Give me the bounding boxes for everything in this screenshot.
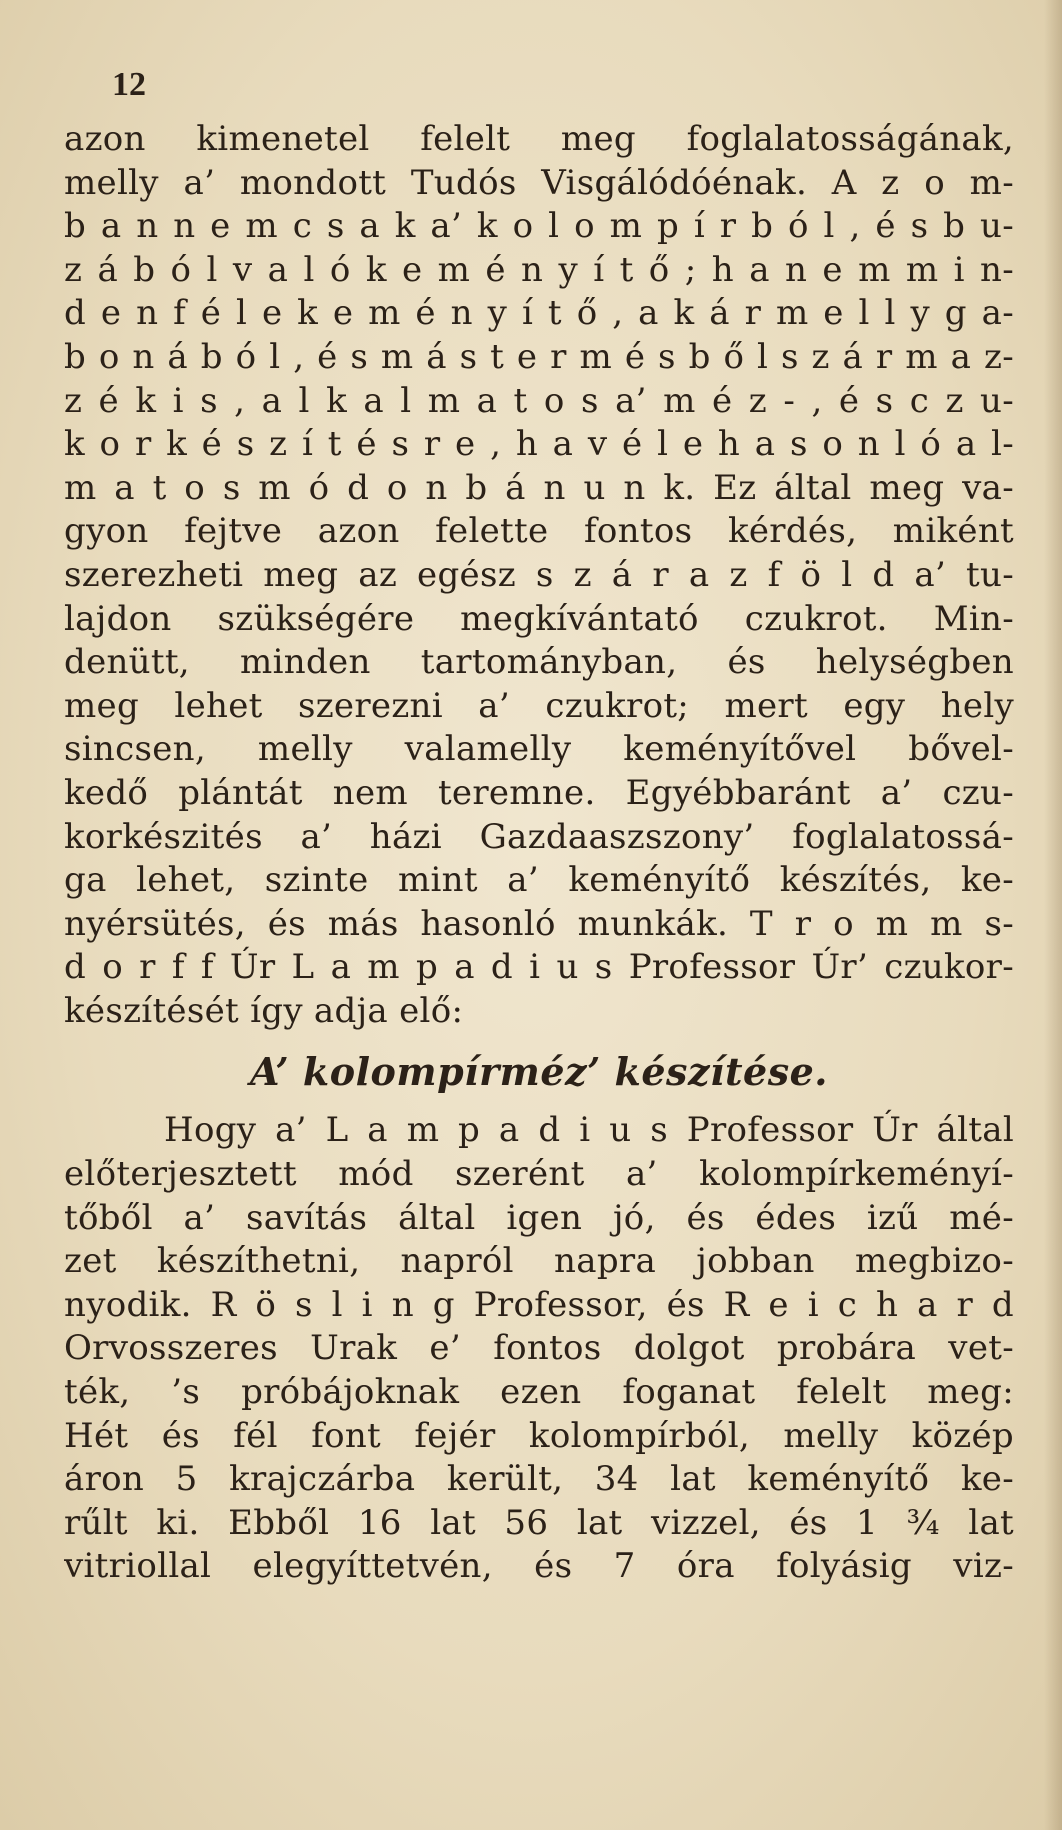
text-line: zet készíthetni, napról napra jobban megbizo- [64, 1241, 1014, 1282]
text-line: d e n f é l e k e m é n y í t ő , a k á r m e l l y g a- [64, 293, 1014, 334]
text-line: szerezheti meg az egész s z á r a z f ö l d a’ tu- [64, 554, 1014, 595]
text-line: b a n n e m c s a k a’ k o l o m p í r b ó l , é s b u- [64, 206, 1014, 247]
text-line: gyon fejtve azon felette fontos kérdés, miként [64, 511, 1014, 552]
text-line: melly a’ mondott Tudós Visgálódóénak. A z o m- [64, 162, 1014, 203]
text-line: Hogy a’ L a m p a d i u s Professor Úr által [164, 1110, 1014, 1151]
text-line: denütt, minden tartományban, és helységben [64, 642, 1014, 683]
text-line: korkészités a’ házi Gazdaaszszony’ foglalatossá- [64, 816, 1014, 857]
page-edge-shadow [1044, 0, 1062, 1830]
text-line: ga lehet, szinte mint a’ keményítő készítés, ke- [64, 860, 1014, 901]
text-line: k o r k é s z í t é s r e , h a v é l e h a s o n l ó a l- [64, 424, 1014, 465]
paragraph-2 [64, 1109, 1014, 1589]
text-line: rűlt ki. Ebből 16 lat 56 lat vizzel, és 1 ¾ lat [64, 1502, 1014, 1543]
text-line: m a t o s m ó d o n b á n u n k. Ez által meg va- [64, 467, 1014, 508]
text-line: készítését így adja elő: [64, 990, 464, 1031]
text-line: vitriollal elegyíttetvén, és 7 óra folyásig viz- [64, 1546, 1014, 1587]
paragraph-1 [64, 118, 1014, 1033]
text-line: nyodik. R ö s l i n g Professor, és R e i c h a r d [64, 1284, 1014, 1325]
text-line: z á b ó l v a l ó k e m é n y í t ő ; h a n e m m i n- [64, 249, 1014, 290]
text-block [64, 118, 1014, 1589]
text-line: ték, ’s próbájoknak ezen foganat felelt meg: [64, 1372, 1014, 1413]
text-line: lajdon szükségére megkívántató czukrot. Min- [64, 598, 1014, 639]
text-line: meg lehet szerezni a’ czukrot; mert egy hely [64, 685, 1014, 726]
text-line: sincsen, melly valamelly keményítővel bővel- [64, 729, 1014, 770]
text-line: tőből a’ savítás által igen jó, és édes izű mé- [64, 1197, 1014, 1238]
text-line: d o r f f Úr L a m p a d i u s Professor Úr’ czukor- [64, 947, 1014, 988]
text-line: nyérsütés, és más hasonló munkák. T r o m m s- [64, 903, 1014, 944]
text-line: kedő plántát nem teremne. Egyébbaránt a’ czu- [64, 772, 1014, 813]
text-line: azon kimenetel felelt meg foglalatosságának, [64, 119, 1014, 159]
section-heading: A’ kolompírméz’ készítése. [250, 1049, 828, 1095]
text-line: b o n á b ó l , é s m á s t e r m é s b ő l s z á r m a z- [64, 336, 1014, 377]
text-line: Hét és fél font fejér kolompírból, melly közép [64, 1415, 1014, 1456]
text-line: áron 5 krajczárba került, 34 lat keményítő ke- [64, 1459, 1014, 1500]
page-number: 12 [112, 66, 146, 103]
text-line: Orvosszeres Urak e’ fontos dolgot probára vet- [64, 1328, 1014, 1369]
text-line: előterjesztett mód szerént a’ kolompírkeményí- [64, 1154, 1014, 1195]
text-line: z é k i s , a l k a l m a t o s a’ m é z - , é s c z u- [64, 380, 1014, 421]
